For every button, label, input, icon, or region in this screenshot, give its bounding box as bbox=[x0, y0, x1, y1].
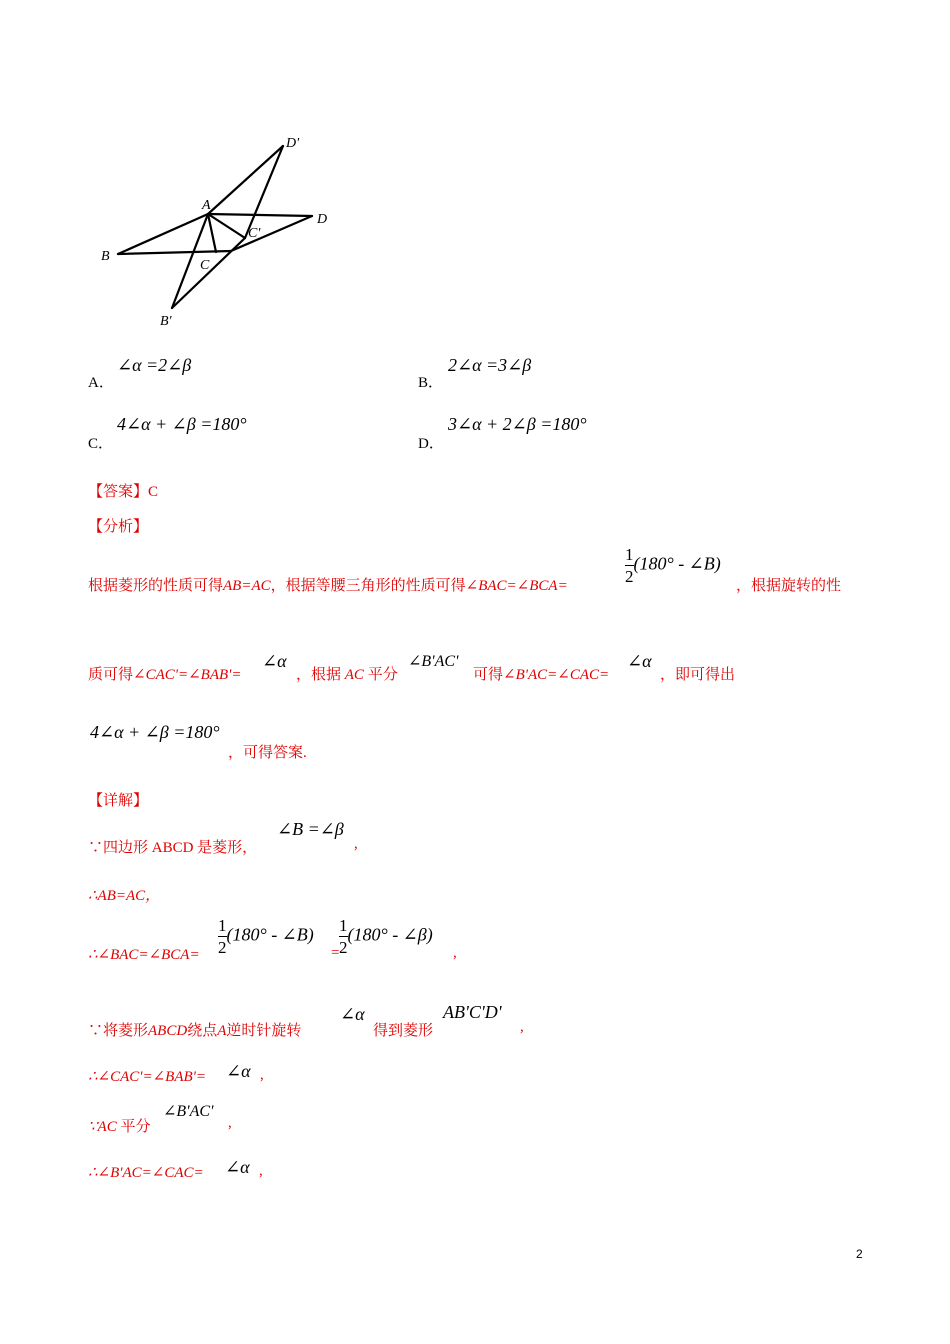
text: 可得 bbox=[473, 667, 504, 683]
answer-line bbox=[88, 480, 158, 501]
analysis-line-2d: ，即可得出 bbox=[660, 667, 736, 683]
analysis-line-3: ，可得答案. bbox=[228, 745, 307, 761]
detail-line-4b: 得到菱形 bbox=[373, 1023, 434, 1039]
analysis-line-3-math: 4∠α + ∠β =180° bbox=[90, 722, 220, 742]
detail-line-3-end: , bbox=[453, 945, 457, 961]
text: 绕点 bbox=[187, 1023, 218, 1039]
text: ，根据 bbox=[296, 667, 342, 683]
text: ∠BAC=∠BCA= bbox=[465, 578, 568, 594]
text: ∴AB=AC， bbox=[88, 888, 161, 904]
fraction: $\frac{1}{2}$ bbox=[339, 916, 348, 957]
detail-line-6-math: ∠B'AC' bbox=[163, 1103, 214, 1120]
analysis-tag: 【分析】 bbox=[88, 519, 149, 535]
detail-line-7 bbox=[88, 1163, 204, 1182]
option-a-label: A． bbox=[88, 375, 114, 391]
analysis-line-1 bbox=[88, 574, 568, 595]
segment-bc bbox=[118, 251, 231, 254]
text: 根据菱形的性质可得 bbox=[88, 578, 224, 594]
option-b-label: B． bbox=[418, 375, 444, 391]
text: ∵将菱形 bbox=[88, 1023, 149, 1039]
detail-line-4-end: , bbox=[520, 1019, 524, 1035]
detail-line-6-end: , bbox=[228, 1115, 232, 1131]
text: ∴∠BAC=∠BCA= bbox=[88, 947, 200, 963]
text: 平分 bbox=[367, 667, 398, 683]
text: 逆时针旋转 bbox=[226, 1023, 302, 1039]
segment-ac-prime bbox=[208, 214, 245, 238]
detail-line-3-eq: = bbox=[331, 945, 340, 961]
label-c-prime: C' bbox=[248, 226, 261, 241]
answer-value: C bbox=[148, 484, 159, 500]
text: ，根据等腰三角形的性质可得 bbox=[270, 578, 466, 594]
page-number: 2 bbox=[856, 1247, 863, 1261]
label-d-prime: D' bbox=[286, 136, 300, 151]
fraction: $\frac{1}{2}$ bbox=[625, 545, 634, 586]
detail-line-3-math-2 bbox=[339, 917, 433, 956]
label-d: D bbox=[317, 212, 328, 227]
text: ∴∠CAC'=∠BAB'= bbox=[88, 1069, 207, 1085]
analysis-line-1-end: ，根据旋转的性 bbox=[736, 578, 842, 594]
segment-ad bbox=[208, 214, 312, 216]
analysis-line-2-m1: ∠α bbox=[262, 651, 287, 671]
segment-bprime-cprime bbox=[172, 238, 245, 308]
text: ∠CAC'=∠BAB'= bbox=[133, 667, 242, 683]
option-d-math: 3∠α + 2∠β =180° bbox=[448, 414, 587, 434]
text: ABCD bbox=[148, 1023, 188, 1039]
detail-line-3 bbox=[88, 945, 200, 964]
detail-line-5 bbox=[88, 1067, 206, 1086]
option-c-label: C． bbox=[88, 436, 114, 452]
detail-line-1-end: , bbox=[354, 836, 358, 852]
fraction: $\frac{1}{2}$ bbox=[218, 916, 227, 957]
segment-dc bbox=[231, 216, 312, 251]
text: ∠B'AC=∠CAC= bbox=[503, 667, 610, 683]
detail-line-5-end: , bbox=[260, 1067, 264, 1083]
text: (180° - ∠B) bbox=[633, 553, 721, 574]
detail-line-3-math-1 bbox=[218, 917, 314, 956]
analysis-line-2c bbox=[473, 663, 609, 684]
option-c-math: 4∠α + ∠β =180° bbox=[117, 414, 247, 434]
option-b-math: 2∠α =3∠β bbox=[448, 355, 532, 375]
text: ∴∠B'AC=∠CAC= bbox=[88, 1165, 204, 1181]
detail-line-7-end: , bbox=[259, 1163, 263, 1179]
text: (180° - ∠B) bbox=[226, 924, 314, 945]
text: 质可得 bbox=[88, 667, 134, 683]
label-b-prime: B' bbox=[160, 314, 172, 329]
detail-line-4a bbox=[88, 1019, 301, 1040]
analysis-line-2-m3: ∠α bbox=[627, 651, 652, 671]
detail-line-6 bbox=[88, 1115, 150, 1136]
label-c: C bbox=[200, 258, 210, 273]
option-a-math: ∠α =2∠β bbox=[117, 355, 192, 375]
text: AB=AC bbox=[223, 578, 271, 594]
analysis-line-2a bbox=[88, 663, 241, 684]
detail-line-4-m1: ∠α bbox=[340, 1004, 365, 1024]
analysis-line-2b bbox=[296, 663, 398, 684]
detail-line-4-m2: AB'C'D' bbox=[443, 1002, 502, 1022]
geometry-figure bbox=[90, 125, 350, 335]
text: ∵AC bbox=[88, 1119, 117, 1135]
text: A bbox=[217, 1023, 227, 1039]
segment-ad-prime bbox=[208, 146, 283, 214]
text: AC bbox=[344, 667, 364, 683]
detail-line-2 bbox=[88, 884, 160, 905]
option-d-label: D． bbox=[418, 436, 444, 452]
text: (180° - ∠β) bbox=[347, 924, 433, 945]
detail-line-5-math: ∠α bbox=[226, 1061, 251, 1081]
detail-line-1-math: ∠B =∠β bbox=[277, 819, 344, 839]
detail-tag: 【详解】 bbox=[88, 793, 149, 809]
detail-line-1: ∵四边形 ABCD 是菱形， bbox=[88, 840, 258, 856]
answer-tag: 【答案】 bbox=[88, 484, 149, 500]
analysis-line-1-math bbox=[625, 546, 721, 585]
label-b: B bbox=[101, 249, 110, 264]
label-a: A bbox=[202, 198, 211, 213]
segment-dprime-cprime bbox=[245, 146, 283, 238]
detail-line-7-math: ∠α bbox=[225, 1157, 250, 1177]
text: 平分 bbox=[120, 1119, 151, 1135]
analysis-line-2-m2: ∠B'AC' bbox=[408, 653, 459, 670]
